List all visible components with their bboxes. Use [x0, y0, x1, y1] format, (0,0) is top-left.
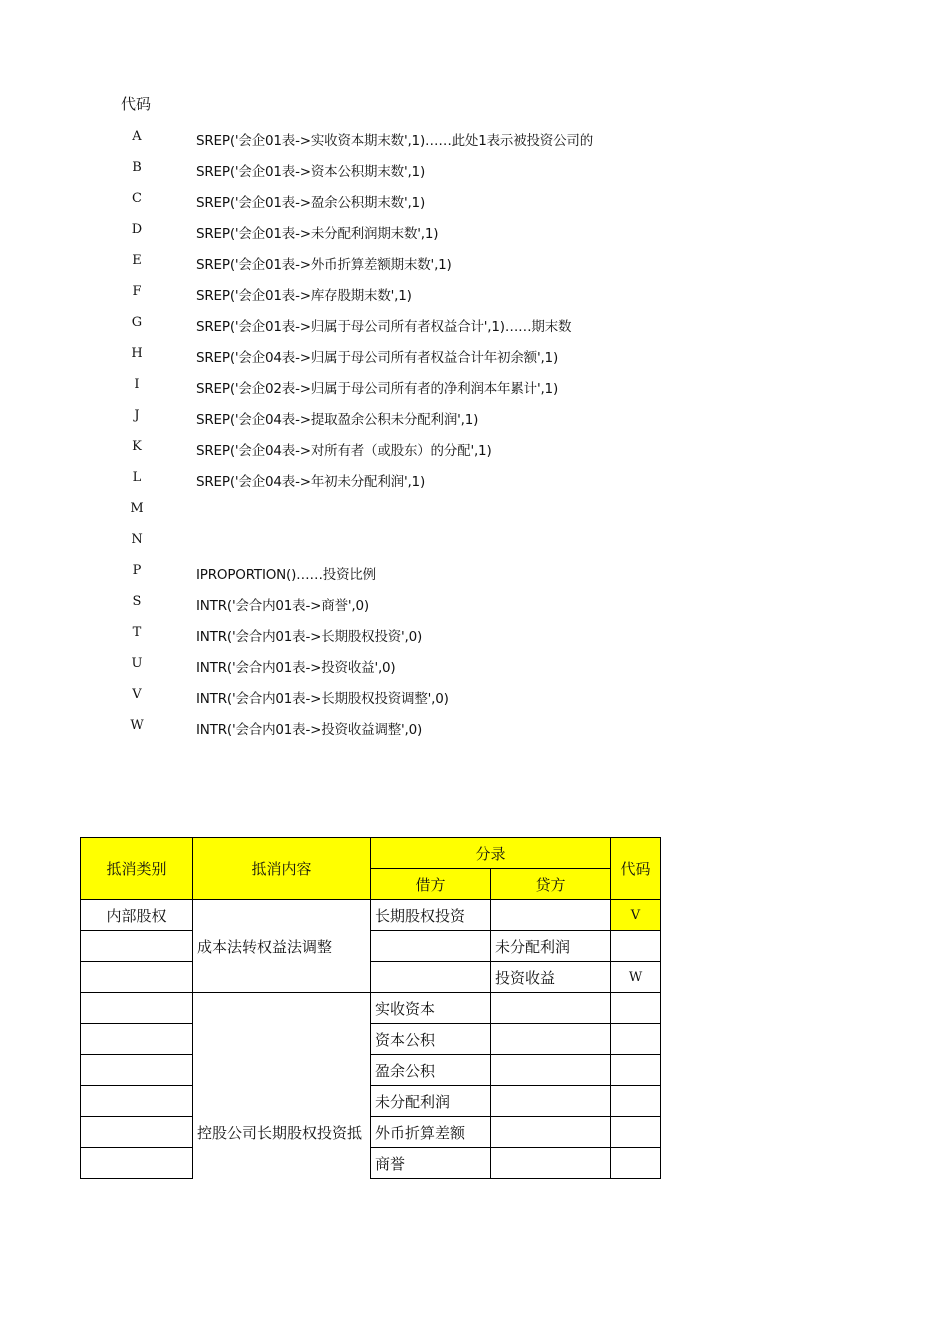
category-cell: [81, 1117, 193, 1148]
header-credit: 贷方: [491, 869, 611, 900]
code-row: [0, 340, 950, 371]
code-cell: [611, 1148, 661, 1179]
content-cost-to-equity: 成本法转权益法调整: [193, 900, 371, 993]
debit-cell: 外币折算差额: [371, 1117, 491, 1148]
code-formula: SREP('会企04表->提取盈余公积未分配利润',1): [196, 412, 479, 428]
debit-cell: 未分配利润: [371, 1086, 491, 1117]
code-letter: B: [132, 160, 142, 175]
code-row: [0, 371, 950, 402]
code-letter: C: [132, 191, 142, 206]
debit-cell: 资本公积: [371, 1024, 491, 1055]
code-cell: [611, 1117, 661, 1148]
code-letter: L: [132, 470, 142, 485]
credit-cell: [491, 1055, 611, 1086]
code-formula: SREP('会企01表->盈余公积期末数',1): [196, 195, 426, 211]
elimination-table: [80, 837, 661, 1179]
credit-cell: [491, 900, 611, 931]
code-row: [0, 526, 950, 557]
code-row: [0, 123, 950, 154]
header-content: 抵消内容: [193, 838, 371, 900]
code-letter: S: [132, 594, 142, 609]
debit-cell: [371, 962, 491, 993]
code-cell: [611, 931, 661, 962]
header-entry: 分录: [371, 838, 611, 869]
code-row: [0, 464, 950, 495]
credit-cell: 投资收益: [491, 962, 611, 993]
code-row: [0, 619, 950, 650]
code-row: [0, 154, 950, 185]
code-formula: INTR('会合内01表->投资收益',0): [196, 660, 396, 676]
category-cell: 内部股权: [81, 900, 193, 931]
credit-cell: [491, 993, 611, 1024]
code-row: [0, 650, 950, 681]
code-formula: SREP('会企01表->库存股期末数',1): [196, 288, 412, 304]
header-code: 代码: [611, 838, 661, 900]
code-row: [0, 712, 950, 743]
code-formula: SREP('会企02表->归属于母公司所有者的净利润本年累计',1): [196, 381, 559, 397]
code-row: [0, 588, 950, 619]
code-letter: H: [131, 346, 143, 361]
code-letter: K: [132, 439, 142, 454]
debit-cell: 实收资本: [371, 993, 491, 1024]
code-formula: SREP('会企04表->归属于母公司所有者权益合计年初余额',1): [196, 350, 559, 366]
code-letter: N: [131, 532, 143, 547]
code-cell: [611, 1024, 661, 1055]
category-cell: [81, 1055, 193, 1086]
category-cell: [81, 1086, 193, 1117]
code-row: [0, 216, 950, 247]
credit-cell: [491, 1117, 611, 1148]
code-formula: SREP('会企01表->未分配利润期末数',1): [196, 226, 439, 242]
code-letter: E: [132, 253, 142, 268]
code-cell: [611, 993, 661, 1024]
code-letter: U: [131, 656, 143, 671]
code-formula: INTR('会合内01表->长期股权投资调整',0): [196, 691, 449, 707]
code-letter: P: [132, 563, 142, 578]
code-formula: INTR('会合内01表->长期股权投资',0): [196, 629, 423, 645]
credit-cell: [491, 1024, 611, 1055]
category-cell: [81, 931, 193, 962]
code-letter: V: [132, 687, 142, 702]
code-letter: D: [131, 222, 143, 237]
code-formula: SREP('会企01表->归属于母公司所有者权益合计',1)……期末数: [196, 319, 572, 335]
code-formula: INTR('会合内01表->投资收益调整',0): [196, 722, 423, 738]
code-letter: A: [132, 129, 142, 144]
code-heading: 代码: [121, 95, 152, 113]
code-letter: M: [130, 501, 144, 516]
code-cell: [611, 1086, 661, 1117]
category-cell: [81, 1148, 193, 1179]
code-row: [0, 278, 950, 309]
code-row: [0, 681, 950, 712]
code-row: [0, 247, 950, 278]
code-row: [0, 402, 950, 433]
code-row: [0, 309, 950, 340]
credit-cell: [491, 1148, 611, 1179]
header-debit: 借方: [371, 869, 491, 900]
code-letter: I: [134, 377, 140, 392]
code-letter: W: [130, 718, 144, 733]
debit-cell: 商誉: [371, 1148, 491, 1179]
code-letter: T: [132, 625, 142, 640]
code-formula: SREP('会企01表->实收资本期末数',1)……此处1表示被投资公司的: [196, 133, 594, 149]
code-row: [0, 185, 950, 216]
code-cell: [611, 1055, 661, 1086]
code-letter: F: [132, 284, 142, 299]
header-category: 抵消类别: [81, 838, 193, 900]
category-cell: [81, 962, 193, 993]
code-letter: J: [134, 408, 140, 423]
debit-cell: [371, 931, 491, 962]
credit-cell: [491, 1086, 611, 1117]
debit-cell: 长期股权投资: [371, 900, 491, 931]
code-row: [0, 557, 950, 588]
code-row: [0, 433, 950, 464]
category-cell: [81, 993, 193, 1024]
code-cell: V: [611, 900, 661, 931]
code-formula: SREP('会企04表->对所有者（或股东）的分配',1): [196, 443, 492, 459]
code-formula: INTR('会合内01表->商誉',0): [196, 598, 369, 614]
code-letter: G: [131, 315, 143, 330]
code-row: [0, 495, 950, 526]
code-formula: IPROPORTION()……投资比例: [196, 567, 376, 583]
code-formula: SREP('会企04表->年初未分配利润',1): [196, 474, 426, 490]
content-holding-ltei-elimination: 控股公司长期股权投资抵: [193, 993, 371, 1179]
code-formula: SREP('会企01表->资本公积期末数',1): [196, 164, 426, 180]
category-cell: [81, 1024, 193, 1055]
code-formula: SREP('会企01表->外币折算差额期末数',1): [196, 257, 452, 273]
code-cell: W: [611, 962, 661, 993]
credit-cell: 未分配利润: [491, 931, 611, 962]
debit-cell: 盈余公积: [371, 1055, 491, 1086]
